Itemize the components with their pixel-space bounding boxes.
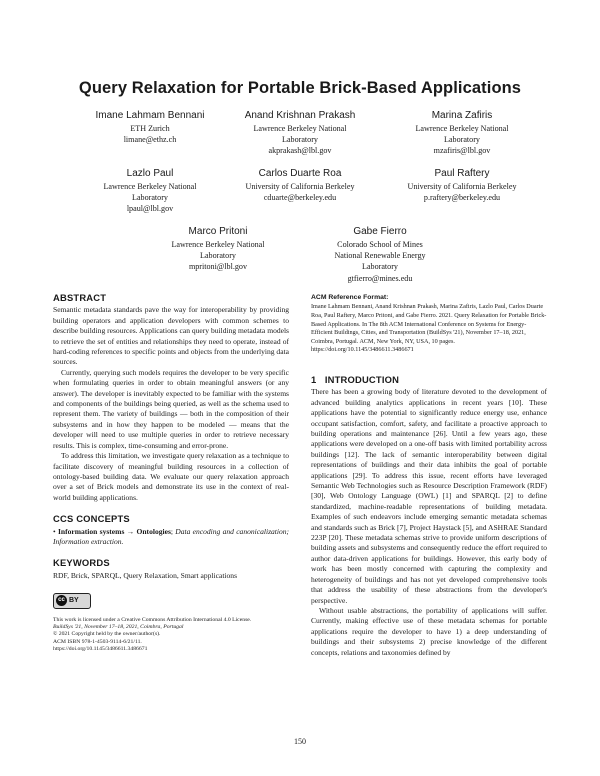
author-affiliation: Laboratory	[444, 135, 480, 145]
intro-paragraph: Without usable abstractions, the portability of applications will suffer. Currently, making effective use of these metadata schemas for portable applications require the developer to have 1) a deep understanding of buildings and their subsystems 2) precise knowledge of the different concepts, relations and taxonomies defined by	[311, 605, 547, 657]
conference-info: BuildSys '21, November 17–18, 2021, Coimbra, Portugal	[53, 623, 184, 630]
author-name: Marco Pritoni	[188, 226, 248, 237]
author-name: Paul Raftery	[434, 168, 490, 179]
author-affiliation: Laboratory	[282, 135, 318, 145]
license-block	[53, 593, 289, 653]
author-6	[372, 167, 552, 203]
right-column	[311, 293, 547, 658]
abstract-paragraph: Currently, querying such models requires the developer to be very specific when formulating queries in order to obtain meaningful answers (or any answer). The developer is inevitably expected to be familiar with the systems and components of the buildings being queried, as well as the schema used to represent them. The variety of buildings — both in the composition of their subsystems and in how they happen to be modeled — means that the developer will need to use multiple queries in order to retrieve necessary results. This is complex, time-consuming and error-prone.	[53, 367, 289, 450]
ccs-separator: ;	[170, 526, 176, 536]
ccs-heading: CCS CONCEPTS	[53, 513, 130, 525]
ccs-bold: Information systems → Ontologies	[57, 526, 171, 536]
abstract-heading: ABSTRACT	[53, 292, 107, 303]
author-affiliation: Lawrence Berkeley National	[253, 124, 347, 133]
author-name: Carlos Duarte Roa	[258, 168, 342, 179]
author-affiliation: Lawrence Berkeley National	[171, 240, 265, 249]
author-affiliation: Laboratory	[200, 251, 236, 261]
introduction-heading: 1 INTRODUCTION	[311, 373, 400, 385]
author-affiliation: Laboratory	[132, 193, 168, 203]
author-8	[290, 225, 470, 284]
author-name: Gabe Fierro	[353, 226, 407, 237]
keywords-heading: KEYWORDS	[53, 557, 110, 569]
author-name: Lazlo Paul	[126, 168, 174, 179]
abstract-paragraph: To address this limitation, we investigate query relaxation as a technique to facilitate discovery of meaningful building resources in a collection of ontology-based building data. We evaluate our query relaxation approach over a set of Brick models and demonstrate its use in the context of real-world building applications.	[53, 451, 289, 502]
ccs-italic: Data encoding and canonicalization; Information extraction.	[53, 526, 290, 546]
license-line: © 2021 Copyright held by the owner/author(s).	[53, 631, 161, 638]
author-2	[210, 109, 390, 157]
author-name: Anand Krishnan Prakash	[244, 110, 356, 121]
author-affiliation: Colorado School of Mines	[337, 240, 423, 249]
author-email: cduarte@berkeley.edu	[263, 193, 337, 203]
keywords-text: RDF, Brick, SPARQL, Query Relaxation, Smart applications	[53, 570, 238, 580]
author-name: Marina Zafiris	[431, 110, 493, 121]
cc-by-badge	[53, 593, 91, 609]
cc-icon: cc	[56, 595, 67, 606]
author-7	[128, 225, 308, 273]
author-email: mzafiris@lbl.gov	[433, 146, 491, 156]
intro-paragraph: There has been a growing body of literature devoted to the development of advanced building analytics applications in recent years [10]. These applications have the potential to significantly reduce energy use, enhance occupant satisfaction, comfort, safety, and facilitate a proactive approach to building operations and maintenance [26]. Until a few years ago, these applications were developed on a one-off basis with limited portability across buildings [12]. The lack of semantic interoperability between digital representations of buildings and their data inhibits the goal of portable applications [29]. To address this issue, recent efforts have leveraged Semantic Web Technologies such as Resource Description Framework (RDF) [30], Web Ontology Language (OWL) [1] and SPARQL [2] to define standardized, machine-readable representations of building metadata. Examples of such endeavors include emerging semantic metadata schemas and standards such as Brick [7], Project Haystack [5], and ASHRAE Standard 223P [20]. These metadata schemas strive to provide uniform descriptions of building assets and subsystems and consequently reduce the effort required to author data-driven applications for buildings. However, this early body of work has been mostly concerned with capturing the complexity and heterogeneity of buildings and has not yet developed comprehensive tools that address the usability of these abstractions from the developer's perspective.	[311, 387, 547, 605]
author-affiliation: Lawrence Berkeley National	[103, 182, 197, 191]
author-affiliation: ETH Zurich	[130, 124, 170, 133]
author-email: gtfierro@mines.edu	[347, 273, 413, 283]
page-number: 150	[294, 737, 306, 746]
author-affiliation: Lawrence Berkeley National	[415, 124, 509, 133]
ccs-concepts	[53, 527, 289, 548]
author-email: lpaul@lbl.gov	[126, 204, 174, 214]
author-affiliation: University of California Berkeley	[407, 182, 517, 191]
license-line: This work is licensed under a Creative Commons Attribution International 4.0 License.	[53, 616, 252, 623]
left-column	[53, 293, 289, 654]
acm-reference-body: Imane Lahmam Bennani, Anand Krishnan Prakash, Marina Zafiris, Lazlo Paul, Carlos Duarte Roa, Paul Raftery, Marco Pritoni, and Gabe Fierro. 2021. Query Relaxation for Portable Brick-Based Applications. In The 8th ACM International Conference on Systems for Energy-Efficient Buildings, Cities, and Transportation (BuildSys '21), November 17–18, 2021, Coimbra, Portugal. ACM, New York, NY, USA, 10 pages. https://doi.org/10.1145/3486611.3486671	[311, 303, 547, 354]
author-affiliation: Laboratory	[362, 262, 398, 272]
author-5	[210, 167, 390, 203]
author-email: mpritoni@lbl.gov	[188, 262, 248, 272]
ccs-bullet: •	[53, 526, 56, 536]
abstract-paragraph: Semantic metadata standards pave the way for interoperability by providing building operators and application developers with common schemes to describe building resources. Applications can query building metadata models to retrieve the set of entities and relationships they need to operate, instead of hard-coding references to specific points and objects from the underlying data sources.	[53, 305, 289, 367]
paper-title: Query Relaxation for Portable Brick-Based Applications	[78, 79, 522, 97]
author-affiliation: University of California Berkeley	[245, 182, 355, 191]
doi-link: https://doi.org/10.1145/3486611.3486671	[53, 646, 148, 653]
author-email: limane@ethz.ch	[123, 135, 177, 145]
by-icon: BY	[69, 597, 79, 605]
author-name: Imane Lahmam Bennani	[95, 110, 205, 121]
author-affiliation: National Renewable Energy	[334, 251, 426, 261]
acm-reference-heading: ACM Reference Format:	[311, 294, 389, 301]
author-email: akprakash@lbl.gov	[268, 146, 332, 156]
author-email: p.raftery@berkeley.edu	[423, 193, 501, 203]
license-line: ACM ISBN 978-1-4503-9114-6/21/11.	[53, 638, 142, 645]
author-3	[372, 109, 552, 157]
